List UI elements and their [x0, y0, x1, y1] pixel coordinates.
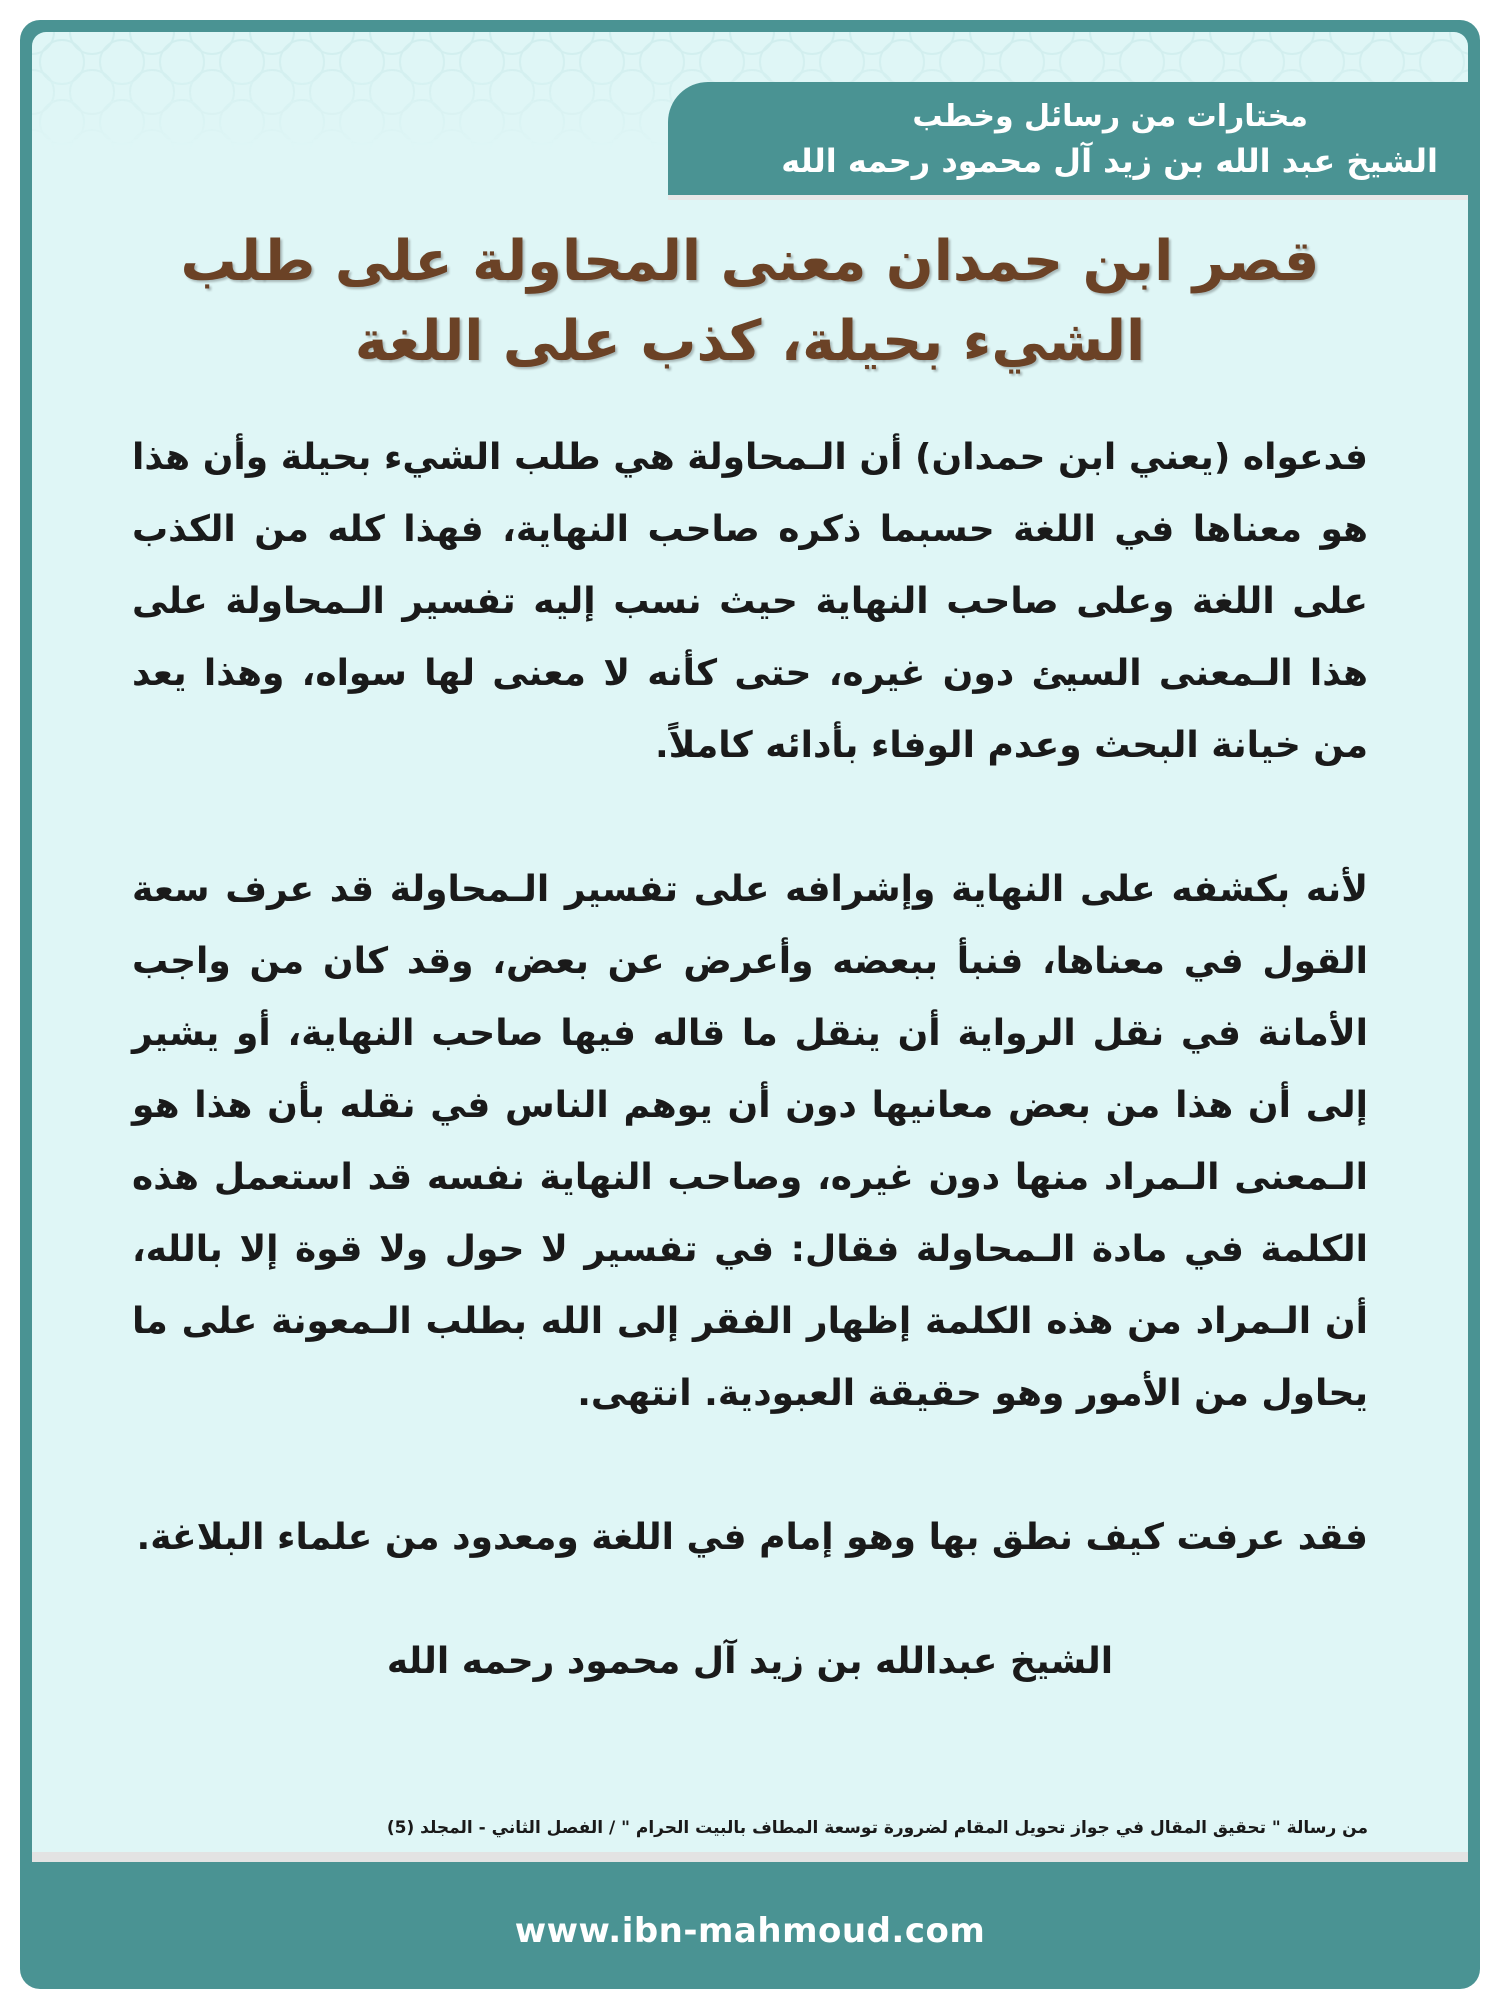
divider — [32, 1852, 1468, 1862]
page-card — [20, 20, 1480, 1989]
author-signature: الشيخ عبدالله بن زيد آل محمود رحمه الله — [386, 1641, 1114, 1682]
article-title — [92, 222, 1408, 382]
title-line-1: قصر ابن حمدان معنى المحاولة على طلب — [180, 229, 1320, 294]
article-body — [132, 422, 1368, 1646]
series-title: مختارات من رسائل وخطب — [912, 99, 1308, 134]
author-name-header: الشيخ عبد الله بن زيد آل محمود رحمه الله — [781, 142, 1438, 180]
content-panel — [32, 32, 1468, 1862]
title-line-2: الشيء بحيلة، كذب على اللغة — [354, 309, 1146, 374]
website-link[interactable]: www.ibn-mahmoud.com — [514, 1910, 986, 1951]
paragraph-1: فدعواه (يعني ابن حمدان) أن الـمحاولة هي طلب الشيء بحيلة وأن هذا هو معناها في اللغة حسبما ذكره صاحب النهاية، فهذا كله من الكذب على اللغة وعلى صاحب النهاية حيث نسب إليه تفسير الـمحاولة على هذا الـمعنى السيئ دون غيره، حتى كأنه لا معنى لها سواه، وهذا يعد من خيانة البحث وعدم الوفاء بأدائه كاملاً. — [132, 437, 1368, 766]
paragraph-2: لأنه بكشفه على النهاية وإشرافه على تفسير الـمحاولة قد عرف سعة القول في معناها، فنبأ ببعضه وأعرض عن بعض، وقد كان من واجب الأمانة في نقل الرواية أن ينقل ما قاله فيها صاحب النهاية، أو يشير إلى أن هذا من بعض معانيها دون أن يوهم الناس في نقله بأن هذا هو الـمعنى الـمراد منها دون غيره، وصاحب النهاية نفسه قد استعمل هذه الكلمة في مادة الـمحاولة فقال: في تفسير لا حول ولا قوة إلا بالله، أن الـمراد من هذه الكلمة إظهار الفقر إلى الله بطلب الـمعونة على ما يحاول من الأمور وهو حقيقة العبودية. انتهى. — [132, 869, 1368, 1414]
series-header — [668, 82, 1468, 200]
footer-bar — [20, 1872, 1480, 1989]
source-citation: من رسالة " تحقيق المقال في جواز تحويل المقام لضرورة توسعة المطاف بالبيت الحرام " / الفصل الثاني - المجلد (5) — [386, 1818, 1368, 1838]
paragraph-3: فقد عرفت كيف نطق بها وهو إمام في اللغة ومعدود من علماء البلاغة. — [136, 1517, 1368, 1558]
